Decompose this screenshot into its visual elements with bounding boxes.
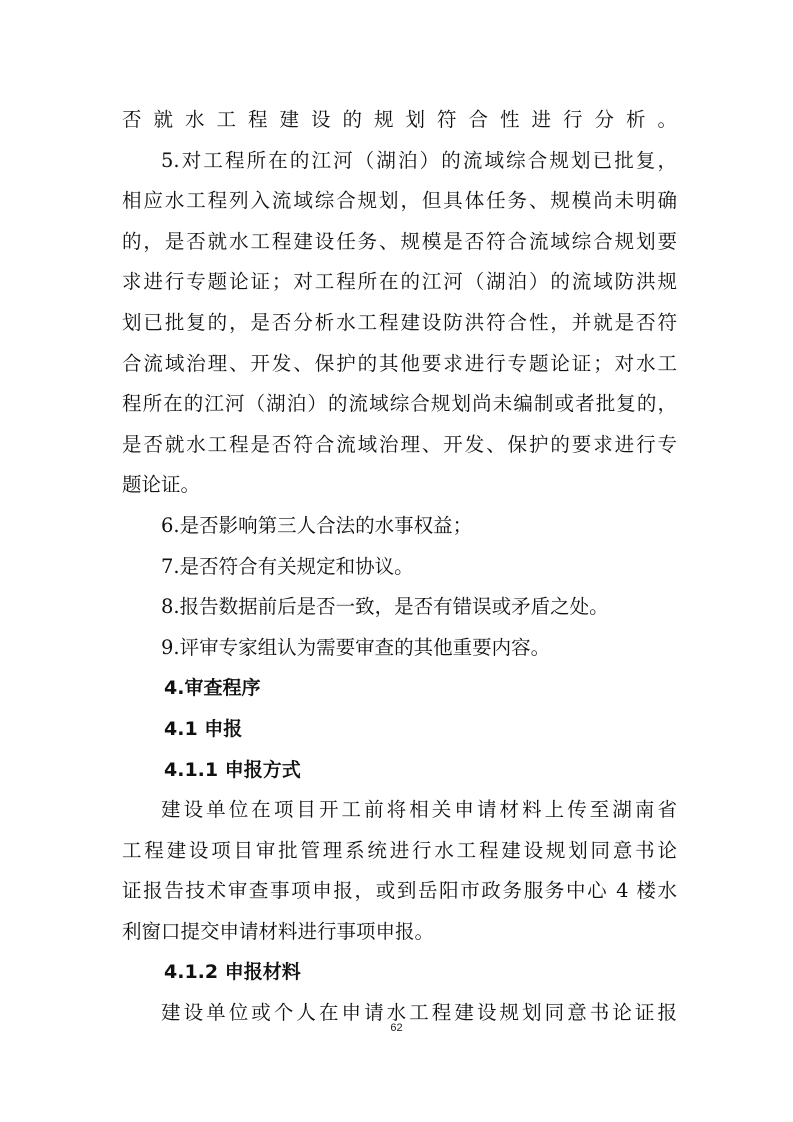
body-line: 题论证。: [122, 473, 201, 497]
body-line: 建设单位或个人在申请水工程建设规划同意书论证报: [161, 1001, 677, 1025]
body-line: 合流域治理、开发、保护的其他要求进行专题论证；对水工: [122, 351, 677, 375]
body-line: 证报告技术审查事项申报，或到岳阳市政务服务中心 4 楼水: [122, 879, 677, 903]
list-item: 9.评审专家组认为需要审查的其他重要内容。: [161, 635, 551, 659]
body-line: 是否就水工程是否符合流域治理、开发、保护的要求进行专: [122, 432, 677, 456]
body-line: 程所在的江河（湖泊）的流域综合规划尚未编制或者批复的，: [122, 392, 677, 416]
body-line: 5.对工程所在的江河（湖泊）的流域综合规划已批复，: [161, 148, 677, 172]
body-line: 划已批复的，是否分析水工程建设防洪符合性，并就是否符: [122, 310, 677, 334]
list-item: 8.报告数据前后是否一致，是否有错误或矛盾之处。: [161, 595, 609, 619]
subsubsection-heading: 4.1.2 申报材料: [164, 961, 301, 984]
body-line: 建设单位在项目开工前将相关申请材料上传至湖南省: [161, 798, 677, 822]
body-line: 的，是否就水工程建设任务、规模是否符合流域综合规划要: [122, 229, 677, 253]
body-line: 否就水工程建设的规划符合性进行分析。: [122, 108, 677, 131]
body-line: 工程建设项目审批管理系统进行水工程建设规划同意书论: [122, 838, 677, 862]
body-line: 相应水工程列入流域综合规划，但具体任务、规模尚未明确: [122, 189, 677, 213]
body-line: 利窗口提交申请材料进行事项申报。: [122, 919, 435, 943]
page-number: 62: [390, 1022, 403, 1034]
section-heading: 4.审查程序: [164, 677, 261, 700]
subsection-heading: 4.1 申报: [164, 717, 243, 740]
list-item: 7.是否符合有关规定和协议。: [161, 554, 414, 578]
list-item: 6.是否影响第三人合法的水事权益；: [161, 513, 473, 537]
body-line: 求进行专题论证；对工程所在的江河（湖泊）的流域防洪规: [122, 270, 677, 294]
subsubsection-heading: 4.1.1 申报方式: [164, 758, 301, 781]
page-body: [122, 100, 677, 1034]
